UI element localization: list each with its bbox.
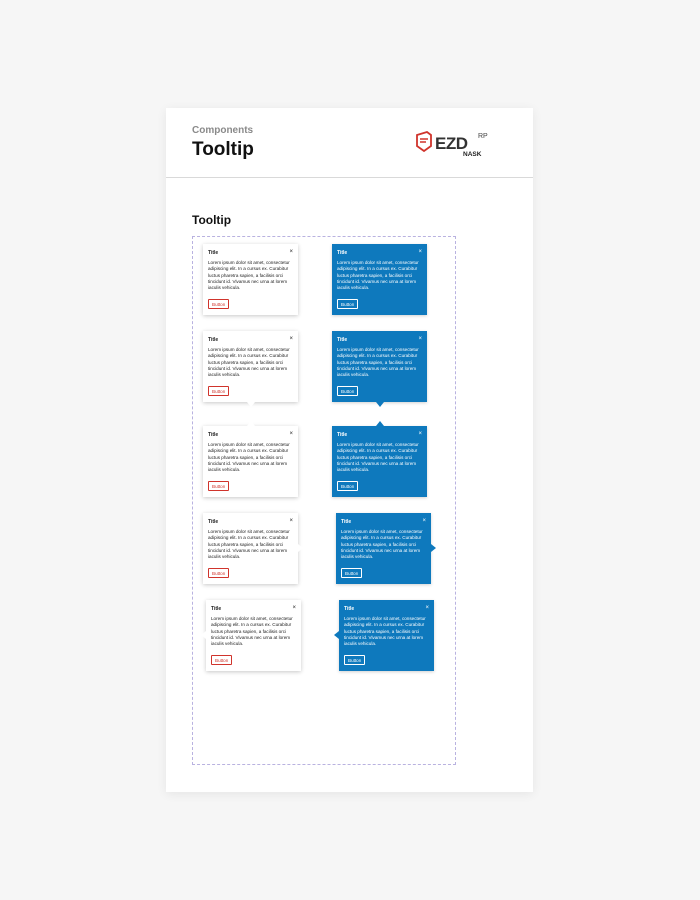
tooltip-button[interactable]: Button: [337, 481, 358, 491]
page-title: Tooltip: [192, 139, 254, 160]
close-icon[interactable]: ×: [425, 605, 429, 611]
tooltip-body: Lorem ipsum dolor sit amet, consectetur adipiscing elit. In a cursus ex. Curabitur luctus pharetra sapien, a facilisis orci tincidunt id. Vivamus nec urna at lorem iaculis vehicula.: [337, 260, 419, 291]
tooltip-button[interactable]: Button: [341, 568, 362, 578]
tooltip-button[interactable]: Button: [344, 655, 365, 665]
tooltip-title: Title: [337, 250, 348, 256]
sheet-header: [166, 108, 533, 177]
breadcrumb-components: Components: [192, 125, 254, 136]
component-sheet: [166, 108, 533, 792]
tooltip-light-none: [203, 244, 298, 315]
tooltip-button[interactable]: Button: [208, 568, 229, 578]
tooltip-body: Lorem ipsum dolor sit amet, consectetur adipiscing elit. In a cursus ex. Curabitur luctus pharetra sapien, a facilisis orci tincidunt id. Vivamus nec urna at lorem iaculis vehicula.: [208, 529, 290, 560]
logo-text: EZD: [435, 134, 468, 153]
tooltip-dark-left: [339, 600, 434, 671]
tooltip-title: Title: [208, 519, 219, 525]
tooltip-light-left: [206, 600, 301, 671]
tooltip-arrow: [376, 402, 384, 407]
tooltip-title: Title: [208, 250, 219, 256]
tooltip-light-right: [203, 513, 298, 584]
tooltip-button[interactable]: Button: [211, 655, 232, 665]
tooltip-arrow: [247, 402, 255, 407]
tooltip-dark-bottom: [332, 331, 427, 402]
tooltip-button[interactable]: Button: [337, 299, 358, 309]
close-icon[interactable]: ×: [418, 336, 422, 342]
section-title: Tooltip: [192, 213, 232, 227]
tooltip-button[interactable]: Button: [337, 386, 358, 396]
tooltip-arrow: [201, 631, 206, 639]
tooltip-button[interactable]: Button: [208, 386, 229, 396]
close-icon[interactable]: ×: [418, 249, 422, 255]
tooltip-body: Lorem ipsum dolor sit amet, consectetur adipiscing elit. In a cursus ex. Curabitur luctus pharetra sapien, a facilisis orci tincidunt id. Vivamus nec urna at lorem iaculis vehicula.: [344, 616, 426, 647]
close-icon[interactable]: ×: [289, 249, 293, 255]
header-divider: [166, 177, 533, 178]
tooltip-title: Title: [337, 432, 348, 438]
close-icon[interactable]: ×: [289, 336, 293, 342]
tooltip-arrow: [376, 421, 384, 426]
tooltip-body: Lorem ipsum dolor sit amet, consectetur adipiscing elit. In a cursus ex. Curabitur luctus pharetra sapien, a facilisis orci tincidunt id. Vivamus nec urna at lorem iaculis vehicula.: [211, 616, 293, 647]
logo-superscript: RP: [478, 133, 488, 140]
close-icon[interactable]: ×: [289, 518, 293, 524]
tooltip-dark-none: [332, 244, 427, 315]
tooltip-button[interactable]: Button: [208, 299, 229, 309]
close-icon[interactable]: ×: [418, 431, 422, 437]
tooltip-title: Title: [344, 606, 355, 612]
ezd-rp-nask-logo: [415, 129, 495, 159]
tooltip-body: Lorem ipsum dolor sit amet, consectetur adipiscing elit. In a cursus ex. Curabitur luctus pharetra sapien, a facilisis orci tincidunt id. Vivamus nec urna at lorem iaculis vehicula.: [337, 442, 419, 473]
tooltip-title: Title: [211, 606, 222, 612]
tooltip-body: Lorem ipsum dolor sit amet, consectetur adipiscing elit. In a cursus ex. Curabitur luctus pharetra sapien, a facilisis orci tincidunt id. Vivamus nec urna at lorem iaculis vehicula.: [208, 260, 290, 291]
tooltip-body: Lorem ipsum dolor sit amet, consectetur adipiscing elit. In a cursus ex. Curabitur luctus pharetra sapien, a facilisis orci tincidunt id. Vivamus nec urna at lorem iaculis vehicula.: [341, 529, 423, 560]
tooltip-light-bottom: [203, 331, 298, 402]
tooltip-dark-top: [332, 426, 427, 497]
tooltip-dark-right: [336, 513, 431, 584]
tooltip-arrow: [247, 421, 255, 426]
tooltip-arrow: [334, 631, 339, 639]
tooltip-light-top: [203, 426, 298, 497]
close-icon[interactable]: ×: [422, 518, 426, 524]
tooltip-title: Title: [208, 432, 219, 438]
tooltip-title: Title: [341, 519, 352, 525]
tooltip-title: Title: [337, 337, 348, 343]
tooltip-body: Lorem ipsum dolor sit amet, consectetur adipiscing elit. In a cursus ex. Curabitur luctus pharetra sapien, a facilisis orci tincidunt id. Vivamus nec urna at lorem iaculis vehicula.: [337, 347, 419, 378]
close-icon[interactable]: ×: [289, 431, 293, 437]
tooltip-arrow: [298, 544, 303, 552]
tooltip-arrow: [431, 544, 436, 552]
tooltip-title: Title: [208, 337, 219, 343]
tooltip-button[interactable]: Button: [208, 481, 229, 491]
close-icon[interactable]: ×: [292, 605, 296, 611]
logo-subtext: NASK: [463, 151, 482, 158]
tooltip-variants-frame: [192, 236, 456, 765]
tooltip-body: Lorem ipsum dolor sit amet, consectetur adipiscing elit. In a cursus ex. Curabitur luctus pharetra sapien, a facilisis orci tincidunt id. Vivamus nec urna at lorem iaculis vehicula.: [208, 442, 290, 473]
tooltip-body: Lorem ipsum dolor sit amet, consectetur adipiscing elit. In a cursus ex. Curabitur luctus pharetra sapien, a facilisis orci tincidunt id. Vivamus nec urna at lorem iaculis vehicula.: [208, 347, 290, 378]
